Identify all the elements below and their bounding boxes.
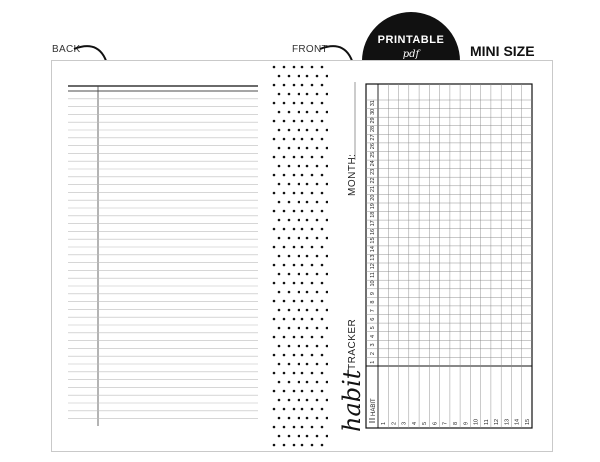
dot (301, 174, 304, 177)
day-number: 23 (370, 168, 376, 175)
dot (301, 372, 304, 375)
habit-tracker-grid (364, 82, 534, 432)
dot (293, 264, 296, 267)
dot (273, 444, 276, 447)
dot (306, 75, 309, 78)
day-number: 31 (370, 100, 376, 107)
dot (316, 165, 319, 168)
habit-number: 12 (494, 418, 501, 425)
dot (316, 75, 319, 78)
habit-number: 5 (422, 421, 429, 425)
dot (273, 84, 276, 87)
dot (311, 372, 314, 375)
dot (321, 354, 324, 357)
dot (273, 174, 276, 177)
dot (293, 444, 296, 447)
dot (321, 102, 324, 105)
day-number: 9 (370, 292, 376, 296)
dot (288, 93, 291, 96)
dot (311, 228, 314, 231)
dot (278, 237, 281, 240)
dot (288, 363, 291, 366)
dot (316, 93, 319, 96)
dot (326, 381, 328, 384)
dot (283, 174, 286, 177)
dot (273, 372, 276, 375)
dot (293, 228, 296, 231)
dot (301, 444, 304, 447)
dot (326, 309, 328, 312)
habit-number: 15 (524, 418, 531, 425)
dot (288, 219, 291, 222)
dot (306, 363, 309, 366)
dot (278, 273, 281, 276)
dot (306, 111, 309, 114)
dot (301, 318, 304, 321)
dot (306, 201, 309, 204)
dot (273, 318, 276, 321)
dot (288, 147, 291, 150)
dot (273, 138, 276, 141)
day-number: 26 (370, 143, 376, 150)
dot (321, 192, 324, 195)
dot (273, 228, 276, 231)
dot (301, 426, 304, 429)
dot (278, 201, 281, 204)
day-number: 20 (370, 194, 376, 201)
day-number: 13 (370, 254, 376, 261)
dot (273, 282, 276, 285)
day-number: 24 (370, 160, 376, 167)
habit-number: 10 (473, 418, 480, 425)
dot (316, 363, 319, 366)
dot (326, 75, 328, 78)
day-number: 18 (370, 211, 376, 218)
dot (306, 327, 309, 330)
dot (306, 273, 309, 276)
dot (278, 417, 281, 420)
dot (311, 102, 314, 105)
dot (293, 426, 296, 429)
dot (283, 264, 286, 267)
dot (278, 75, 281, 78)
dot (311, 120, 314, 123)
habit-number: 1 (381, 421, 388, 425)
dot (316, 183, 319, 186)
back-label: BACK (52, 44, 81, 55)
day-number: 14 (370, 246, 376, 253)
dot (283, 354, 286, 357)
dot (306, 255, 309, 258)
badge-title: PRINTABLE (377, 34, 445, 46)
dot (306, 183, 309, 186)
dot (288, 201, 291, 204)
polka-dot-strip-right (300, 61, 328, 449)
day-number: 6 (370, 317, 376, 321)
habit-number: 11 (483, 419, 490, 425)
day-number: 17 (370, 220, 376, 227)
dot (273, 264, 276, 267)
dot (326, 111, 328, 114)
dot (278, 129, 281, 132)
dot (293, 246, 296, 249)
dot (293, 174, 296, 177)
dot (306, 93, 309, 96)
dot (316, 129, 319, 132)
dot (293, 138, 296, 141)
dot (306, 345, 309, 348)
day-number: 29 (370, 117, 376, 124)
dot (273, 390, 276, 393)
dot (288, 183, 291, 186)
day-number: 22 (370, 177, 376, 184)
dot (301, 156, 304, 159)
dot (288, 273, 291, 276)
dot (278, 291, 281, 294)
dot (301, 264, 304, 267)
dot (273, 210, 276, 213)
dot (316, 381, 319, 384)
dot (321, 174, 324, 177)
dot (283, 300, 286, 303)
dot (288, 435, 291, 438)
dot (293, 120, 296, 123)
dot (278, 219, 281, 222)
habit-number: 3 (401, 421, 408, 425)
dot (288, 165, 291, 168)
dot (326, 219, 328, 222)
dot (326, 237, 328, 240)
dot (326, 417, 328, 420)
dot (278, 165, 281, 168)
dot (321, 228, 324, 231)
dot (283, 246, 286, 249)
dot (326, 435, 328, 438)
dot (306, 165, 309, 168)
dot (288, 327, 291, 330)
dot (321, 156, 324, 159)
dot (326, 183, 328, 186)
dot (316, 219, 319, 222)
day-number: 2 (370, 352, 376, 356)
dot (306, 147, 309, 150)
day-number: 4 (370, 334, 376, 338)
dot (316, 237, 319, 240)
dot (301, 228, 304, 231)
dot (278, 147, 281, 150)
dot (316, 255, 319, 258)
dot (273, 426, 276, 429)
day-number: 10 (370, 280, 376, 287)
dot (316, 309, 319, 312)
dot (306, 381, 309, 384)
dot (278, 363, 281, 366)
dot (283, 210, 286, 213)
dot (316, 111, 319, 114)
dot (283, 84, 286, 87)
dot (273, 156, 276, 159)
dot (278, 255, 281, 258)
dot (293, 66, 296, 69)
dot (311, 138, 314, 141)
day-number: 28 (370, 125, 376, 132)
dot (311, 390, 314, 393)
day-number: 11 (370, 272, 376, 278)
dot (283, 102, 286, 105)
dot (321, 408, 324, 411)
dot (283, 156, 286, 159)
dot (311, 354, 314, 357)
dot (316, 291, 319, 294)
habit-script-word: habit (338, 369, 366, 432)
dot (301, 282, 304, 285)
day-number: 16 (370, 228, 376, 235)
month-label: MONTH: (347, 153, 358, 196)
dot (288, 345, 291, 348)
dot (326, 327, 328, 330)
dot (311, 246, 314, 249)
dot (288, 291, 291, 294)
dot (321, 120, 324, 123)
dot (301, 84, 304, 87)
dot (321, 138, 324, 141)
polka-dot-strip-left (272, 61, 300, 449)
dot (273, 102, 276, 105)
dot (321, 390, 324, 393)
dot (293, 336, 296, 339)
dot (321, 282, 324, 285)
dot (283, 408, 286, 411)
dot (283, 444, 286, 447)
dot (326, 165, 328, 168)
dot (283, 390, 286, 393)
day-number: 25 (370, 151, 376, 158)
dot (311, 408, 314, 411)
dot (288, 309, 291, 312)
day-number: 5 (370, 326, 376, 330)
dot (278, 309, 281, 312)
day-number: 1 (370, 360, 376, 364)
dot (311, 264, 314, 267)
badge-subtitle: pdf (402, 49, 420, 60)
dot (306, 435, 309, 438)
dot (273, 300, 276, 303)
habit-number: 14 (514, 418, 521, 425)
habit-number: 7 (442, 421, 449, 425)
dot (301, 102, 304, 105)
dot (311, 282, 314, 285)
dot (316, 345, 319, 348)
dot (283, 372, 286, 375)
dot (283, 192, 286, 195)
dot (306, 399, 309, 402)
dot (326, 93, 328, 96)
month-underline (354, 82, 358, 162)
dot (301, 246, 304, 249)
habit-number: 6 (432, 421, 439, 425)
day-number: 3 (370, 343, 376, 347)
dot (321, 66, 324, 69)
habit-number: 2 (391, 421, 398, 425)
dot (326, 363, 328, 366)
dot (326, 291, 328, 294)
dot (273, 246, 276, 249)
dot (278, 183, 281, 186)
dot (311, 66, 314, 69)
dot (326, 129, 328, 132)
day-number: 12 (370, 263, 376, 270)
dot (283, 120, 286, 123)
dot (293, 192, 296, 195)
dot (283, 66, 286, 69)
dot (316, 399, 319, 402)
back-lined-page (62, 80, 262, 428)
tracker-border (366, 84, 532, 428)
habit-number: 9 (463, 421, 470, 425)
dot (283, 336, 286, 339)
dot (283, 138, 286, 141)
habit-header: HABIT (371, 398, 377, 416)
day-number: 19 (370, 203, 376, 210)
dot (293, 408, 296, 411)
dot (326, 345, 328, 348)
dot (273, 336, 276, 339)
dot (301, 120, 304, 123)
dot (278, 399, 281, 402)
dot (326, 147, 328, 150)
dot (326, 399, 328, 402)
dot (288, 381, 291, 384)
dot (273, 408, 276, 411)
dot (273, 66, 276, 69)
dot (278, 327, 281, 330)
dot (316, 273, 319, 276)
dot (316, 435, 319, 438)
day-number: 30 (370, 108, 376, 115)
habit-number: 13 (504, 418, 511, 425)
dot (326, 255, 328, 258)
dot (293, 300, 296, 303)
dot (288, 129, 291, 132)
dot (321, 318, 324, 321)
dot (316, 417, 319, 420)
ruled-lines (68, 86, 258, 426)
dot (311, 318, 314, 321)
dot (311, 426, 314, 429)
dot (273, 192, 276, 195)
day-number: 27 (370, 134, 376, 141)
habit-number: 4 (411, 421, 418, 425)
dot (288, 111, 291, 114)
dot (273, 120, 276, 123)
dot (301, 336, 304, 339)
dot (283, 228, 286, 231)
dot (306, 237, 309, 240)
dot (301, 354, 304, 357)
day-number: 21 (370, 185, 376, 193)
dot (293, 84, 296, 87)
dot (293, 390, 296, 393)
dot (326, 273, 328, 276)
dot (301, 138, 304, 141)
dot (293, 372, 296, 375)
dot (278, 93, 281, 96)
dot (288, 255, 291, 258)
dot (316, 201, 319, 204)
dot (288, 237, 291, 240)
mini-size-label: MINI SIZE (470, 43, 535, 59)
day-number: 7 (370, 309, 376, 313)
dot (288, 75, 291, 78)
dot (278, 381, 281, 384)
dot (321, 426, 324, 429)
dot (293, 318, 296, 321)
dot (306, 417, 309, 420)
dot (278, 345, 281, 348)
dot (321, 210, 324, 213)
dot (311, 156, 314, 159)
dot (321, 246, 324, 249)
dot (278, 435, 281, 438)
dot (293, 102, 296, 105)
tracker-label: TRACKER (347, 318, 358, 370)
dot (311, 444, 314, 447)
dot (321, 300, 324, 303)
dot (293, 354, 296, 357)
dot (321, 84, 324, 87)
dot (301, 66, 304, 69)
dot (311, 84, 314, 87)
dot (311, 300, 314, 303)
dot (283, 318, 286, 321)
dot (306, 129, 309, 132)
habit-number: 8 (453, 421, 459, 425)
dot (326, 201, 328, 204)
dot (316, 327, 319, 330)
day-number: 15 (370, 237, 376, 244)
dot (278, 111, 281, 114)
dot (283, 282, 286, 285)
dot (288, 399, 291, 402)
dot (283, 426, 286, 429)
dot (293, 210, 296, 213)
dot (316, 147, 319, 150)
front-label: FRONT (292, 44, 328, 55)
dot (321, 264, 324, 267)
dot (311, 192, 314, 195)
dot (321, 336, 324, 339)
dot (306, 309, 309, 312)
dot (321, 372, 324, 375)
day-number: 8 (370, 300, 376, 304)
dot (301, 300, 304, 303)
dot (301, 210, 304, 213)
dot (311, 336, 314, 339)
dot (306, 291, 309, 294)
dot (301, 390, 304, 393)
dot (306, 219, 309, 222)
dot (311, 174, 314, 177)
dot (301, 408, 304, 411)
dot (293, 282, 296, 285)
dot (301, 192, 304, 195)
dot (311, 210, 314, 213)
dot (321, 444, 324, 447)
dot (293, 156, 296, 159)
dot (288, 417, 291, 420)
dot (273, 354, 276, 357)
